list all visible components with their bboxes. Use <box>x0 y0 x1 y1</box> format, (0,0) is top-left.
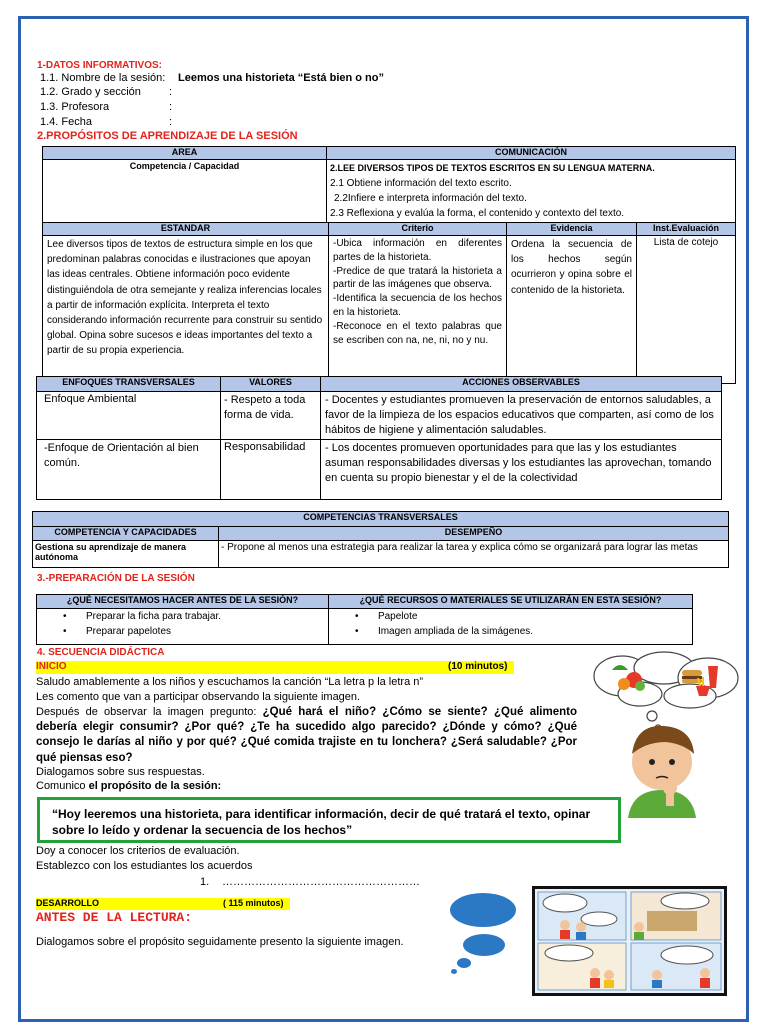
acuerdo-line: ……………………………………………… <box>222 876 420 888</box>
enfoques-col3: ACCIONES OBSERVABLES <box>321 377 722 392</box>
enfoques-col1: ENFOQUES TRANSVERSALES <box>37 377 221 392</box>
enfoques-col2: VALORES <box>221 377 321 392</box>
competencia-title: 2.LEE DIVERSOS TIPOS DE TEXTOS ESCRITOS EN SU LENGUA MATERNA. <box>330 163 655 173</box>
enfoque-2: -Enfoque de Orientación al bien común. <box>37 440 221 500</box>
capacidad-1: 2.1 Obtiene información del texto escrito. <box>330 178 512 189</box>
inicio-p4: Dialogamos sobre sus respuestas. <box>36 766 205 778</box>
preparacion-col2: ¿QUÉ RECURSOS O MATERIALES SE UTILIZARÁN EN ESTA SESIÓN? <box>329 595 693 609</box>
accion-2: - Los docentes promueven oportunidades para que las y los estudiantes asuman responsabilidades diversas y los estudiantes las aprovechan, tomando en cuenta su propio bienestar y el de la colectividad <box>321 440 722 500</box>
fecha-colon: : <box>169 116 173 128</box>
inicio-p5: Comunico el propósito de la sesión: <box>36 780 222 792</box>
antes-lectura-heading: ANTES DE LA LECTURA: <box>36 910 193 925</box>
desarrollo-label: DESARROLLO <box>36 898 99 908</box>
secuencia-heading: 4. SECUENCIA DIDÁCTICA <box>37 647 165 658</box>
profesora-colon: : <box>169 101 173 113</box>
profesora-label: 1.3. Profesora <box>40 101 110 113</box>
enfoques-table <box>36 376 722 500</box>
inicio-p3: Después de observar la imagen pregunto: ¿Qué hará el niño? ¿Cómo se siente? ¿Qué alimento debería elegir consumir? ¿Por qué? ¿Te ha sucedido algo parecido? ¿Dónde y cómo? ¿Qué consejo le darías al niño y por qué? ¿Qué comida trajiste en tu lonchera? ¿Será saludable? ¿Por qué piensas eso? <box>36 706 577 764</box>
preparacion-col1: ¿QUÉ NECESITAMOS HACER ANTES DE LA SESIÓN? <box>37 595 329 609</box>
inicio-p1: Saludo amablemente a los niños y escuchamos la canción “La letra p la letra n” <box>36 676 424 688</box>
competencias-table <box>32 511 729 568</box>
competencias-title: COMPETENCIAS TRANSVERSALES <box>33 512 729 527</box>
preparacion-table <box>36 594 693 645</box>
inicio-p7: Establezco con los estudiantes los acuerdos <box>36 860 253 872</box>
enfoque-1: Enfoque Ambiental <box>37 392 221 440</box>
inicio-time: (10 minutos) <box>448 661 508 672</box>
competencia-label: Competencia / Capacidad <box>43 160 327 223</box>
fecha-label: 1.4. Fecha <box>40 116 92 128</box>
boy-thinking-illustration <box>590 650 742 818</box>
inicio-bar <box>36 661 514 674</box>
comic-strip-image <box>532 886 727 996</box>
grado-label: 1.2. Grado y sección <box>40 86 141 98</box>
acuerdo-number: 1. <box>200 876 210 888</box>
inst-label: Inst.Evaluación <box>637 223 736 236</box>
evidencia-text: Ordena la secuencia de los hechos según ocurrieron y opina sobre el contenido de la historieta. <box>507 236 637 384</box>
valor-2: Responsabilidad <box>221 440 321 500</box>
area-label: AREA <box>43 147 327 160</box>
accion-1: - Docentes y estudiantes promueven la preservación de entornos saludables, a favor de la limpieza de los espacios educativos que comparten, así como de los hábitos de higiene y alimentación saludables. <box>321 392 722 440</box>
speech-bubble-large <box>450 893 516 927</box>
capacidad-2: 2.2Infiere e interpreta información del texto. <box>334 193 527 204</box>
criterio-3: -Identifica la secuencia de los hechos en la historieta. <box>333 293 502 318</box>
proposito-box: “Hoy leeremos una historieta, para identificar información, decir de qué tratará el texto, opinar sobre lo leído y ordenar la secuencia de los hechos” <box>37 797 621 843</box>
datos-heading: 1-DATOS INFORMATIVOS: <box>37 60 162 71</box>
recurso-item-1: • Papelote <box>355 611 418 622</box>
valor-1: - Respeto a toda forma de vida. <box>221 392 321 440</box>
competencias-col1: COMPETENCIA Y CAPACIDADES <box>33 527 219 541</box>
capacidad-3: 2.3 Reflexiona y evalúa la forma, el contenido y contexto del texto. <box>330 208 625 219</box>
grado-colon: : <box>169 86 173 98</box>
estandar-text: Lee diversos tipos de textos de estructura simple en los que predominan palabras conocidas e ilustraciones que apoyan las ideas centrales. Obtiene información poco evidente distinguiéndola de otra semejante y realiza inferencias locales a partir de información explícita. Interpreta el texto considerando información recurrente para construir su sentido global. Opina sobre sucesos e ideas importantes del texto a partir de su propia experiencia. <box>43 236 329 384</box>
recurso-item-2: • Imagen ampliada de la simágenes. <box>355 626 534 637</box>
estandar-label: ESTANDAR <box>43 223 329 236</box>
preparacion-heading: 3.-PREPARACIÓN DE LA SESIÓN <box>37 573 195 584</box>
competencia-transversal: Gestiona su aprendizaje de manera autónoma <box>33 541 219 568</box>
inicio-label: INICIO <box>36 661 67 672</box>
desarrollo-p8: Dialogamos sobre el propósito seguidamente presento la siguiente imagen. <box>36 936 404 948</box>
antes-item-1: • Preparar la ficha para trabajar. <box>63 611 222 622</box>
propositos-table-top <box>42 146 736 223</box>
criterio-label: Criterio <box>329 223 507 236</box>
criterio-1: -Ubica información en diferentes partes de la historieta. <box>333 238 502 263</box>
inst-text: Lista de cotejo <box>637 236 736 384</box>
speech-bubble-medium <box>463 934 505 956</box>
evidencia-label: Evidencia <box>507 223 637 236</box>
criterio-4: -Reconoce en el texto palabras que se escriben con na, ne, ni, no y nu. <box>333 320 502 346</box>
inicio-p6: Doy a conocer los criterios de evaluación. <box>36 845 240 857</box>
antes-item-2: • Preparar papelotes <box>63 626 172 637</box>
speech-bubble-small <box>457 958 471 968</box>
competencias-col2: DESEMPEÑO <box>219 527 729 541</box>
speech-bubble-tiny <box>451 969 457 974</box>
inicio-p2: Les comento que van a participar observando la siguiente imagen. <box>36 691 361 703</box>
sesion-value: Leemos una historieta “Está bien o no” <box>178 72 384 84</box>
desarrollo-time: ( 115 minutos) <box>223 898 284 908</box>
criterio-2: -Predice de que tratará la historieta a partir de las imágenes que observa. <box>333 265 502 291</box>
desempeno-text: - Propone al menos una estrategia para realizar la tarea y explica cómo se organizará para lograr las metas <box>219 541 729 568</box>
sesion-label: 1.1. Nombre de la sesión: <box>40 72 166 84</box>
propositos-heading: 2.PROPÓSITOS DE APRENDIZAJE DE LA SESIÓN <box>37 130 298 142</box>
area-value: COMUNICACIÓN <box>327 147 736 160</box>
desarrollo-bar <box>36 898 290 910</box>
propositos-table-bottom <box>42 222 736 384</box>
